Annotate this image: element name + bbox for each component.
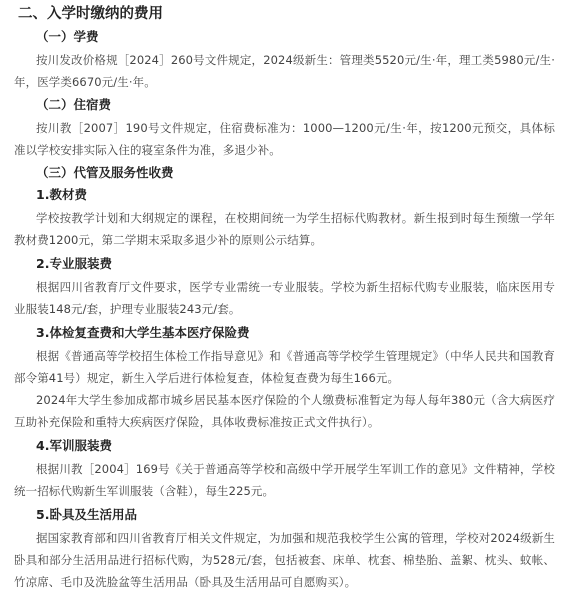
section-title: 二、入学时缴纳的费用 (18, 6, 163, 22)
paragraph-tuition: 按川发改价格规［2024］260号文件规定，2024级新生：管理类5520元/生·年，理工类5980元/生·年，医学类6670元/生·年。 (14, 53, 555, 89)
heading-textbook-fee: 1.教材费 (36, 187, 87, 202)
heading-tuition: （一）学费 (36, 29, 99, 44)
paragraph-accommodation: 按川教［2007］190号文件规定，住宿费标准为：1000—1200元/生·年，按1200元预交，具体标准以学校安排实际入住的寝室条件为准，多退少补。 (14, 121, 555, 157)
paragraph-medical-checkup: 根据《普通高等学校招生体检工作指导意见》和《普通高等学校学生管理规定》（中华人民共和国教育部令第41号）规定，新生入学后进行体检复查，体检复查费为每生166元。 (14, 349, 555, 385)
heading-service-fees: （三）代管及服务性收费 (36, 165, 174, 180)
heading-bedding-fee: 5.卧具及生活用品 (36, 507, 137, 522)
paragraph-bedding-fee: 据国家教育部和四川省教育厅相关文件规定，为加强和规范我校学生公寓的管理，学校对2024级新生卧具和部分生活用品进行招标代购，为528元/套，包括被套、床单、枕套、棉垫胎、盖絮、枕头、蚊帐、竹凉席、毛巾及洗脸盆等生活用品（卧具及生活用品可自愿购买）。 (14, 531, 555, 589)
heading-medical-fee: 3.体检复查费和大学生基本医疗保险费 (36, 325, 250, 340)
paragraph-uniform-fee: 根据四川省教育厅文件要求，医学专业需统一专业服装。学校为新生招标代购专业服装，临床医用专业服装148元/套，护理专业服装243元/套。 (14, 280, 555, 316)
paragraph-military-uniform-fee: 根据川教［2004］169号《关于普通高等学校和高级中学开展学生军训工作的意见》文件精神，学校统一招标代购新生军训服装（含鞋），每生225元。 (14, 462, 555, 498)
paragraph-medical-insurance: 2024年大学生参加成都市城乡居民基本医疗保险的个人缴费标准暂定为每人每年380元（含大病医疗互助补充保险和重特大疾病医疗保险，具体收费标准按正式文件执行）。 (14, 393, 555, 429)
heading-military-uniform-fee: 4.军训服装费 (36, 438, 112, 453)
heading-uniform-fee: 2.专业服装费 (36, 256, 112, 271)
paragraph-textbook-fee: 学校按教学计划和大纲规定的课程，在校期间统一为学生招标代购教材。新生报到时每生预缴一学年教材费1200元，第二学期末采取多退少补的原则公示结算。 (14, 211, 555, 247)
heading-accommodation: （二）住宿费 (36, 97, 112, 112)
